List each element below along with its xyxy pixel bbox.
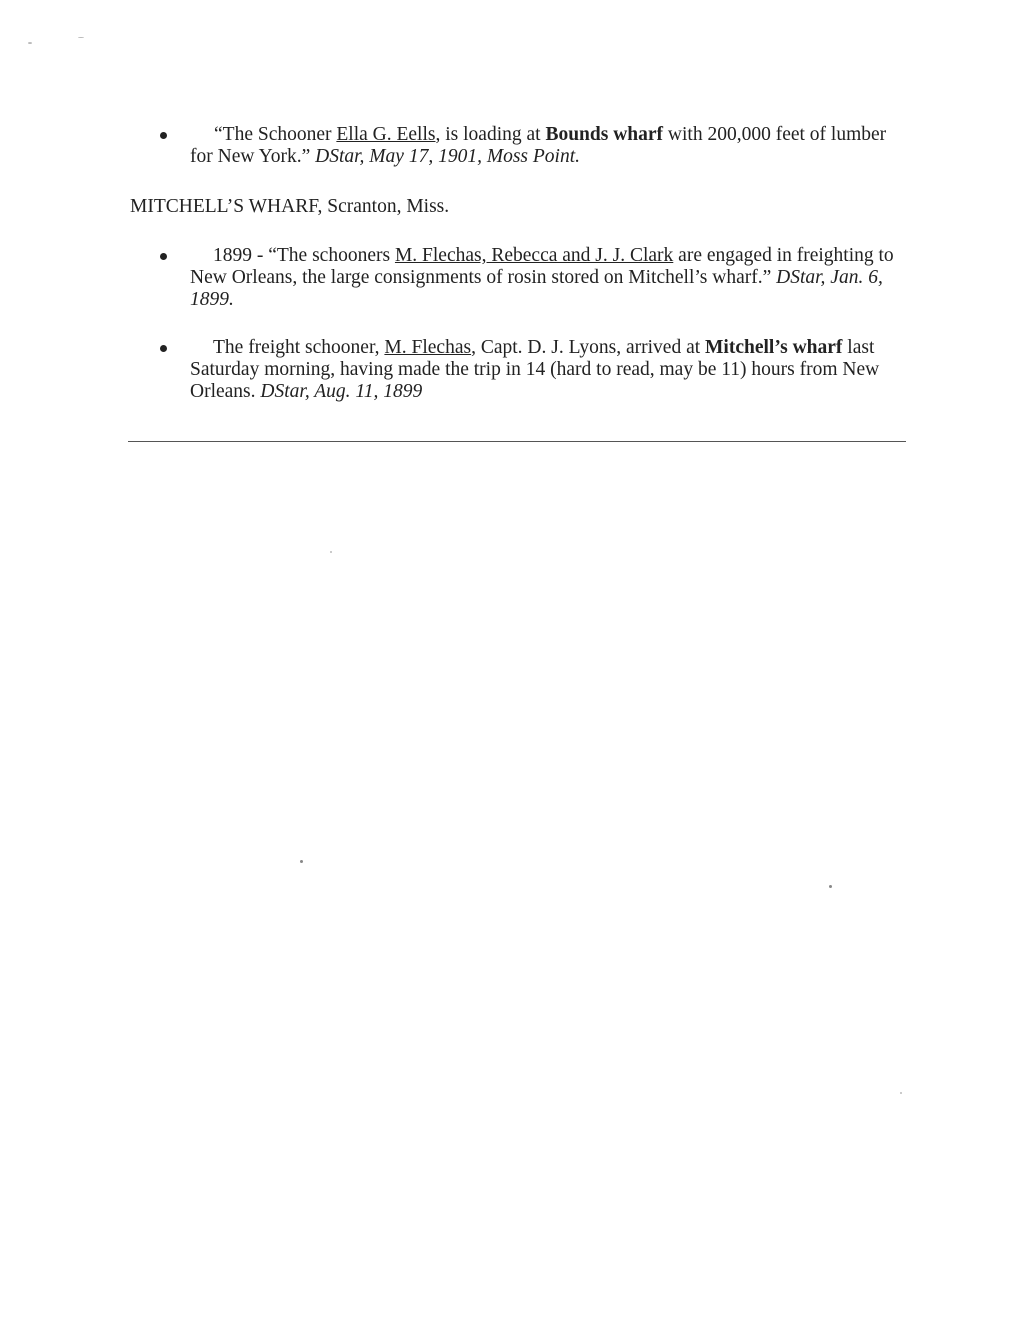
entry3-text-c: last Saturday morning, having made the trip in 14 (hard to read, may be 11) hours from New Orleans. [190,337,880,402]
scan-speck [900,1092,902,1094]
entry-m-flechas-arrival [190,337,910,403]
wharf-name: Bounds wharf [545,124,664,145]
bullet-3 [160,345,167,352]
wharf-name: Mitchell’s wharf [705,337,843,358]
entry3-text-a: The freight schooner, [213,337,385,358]
horizontal-rule [128,441,906,442]
section-heading: MITCHELL’S WHARF, Scranton, Miss. [130,196,450,217]
entry-ella-g-eells [190,124,910,168]
entry-1899-schooners [190,245,910,311]
entry1-text-a: “The Schooner [214,124,337,145]
entry1-text-b: , is loading at [435,124,546,145]
bullet-1 [160,132,167,139]
ship-name: Ella G. Eells [336,124,436,145]
ship-name: M. Flechas [384,337,472,358]
entry2-text-a: 1899 - “The schooners [213,245,395,266]
citation: DStar, May 17, 1901, Moss Point. [315,146,580,167]
citation: DStar, Jan. 6, 1899. [190,267,883,310]
citation: DStar, Aug. 11, 1899 [260,381,423,402]
ship-names: M. Flechas, Rebecca and J. J. Clark [394,245,674,266]
entry3-text-b: , Capt. D. J. Lyons, arrived at [471,337,706,358]
entry2-text-b: are engaged in freighting to New Orleans, the large consignments of rosin stored on Mitchell’s wharf.” [190,245,894,288]
scan-speck [829,885,832,888]
bullet-2 [160,253,167,260]
scan-speck [78,37,84,38]
scan-speck [28,42,32,44]
scan-speck [330,551,332,553]
entry1-text-c: with 200,000 feet of lumber for New York.” [190,124,887,167]
scan-speck [300,860,303,863]
